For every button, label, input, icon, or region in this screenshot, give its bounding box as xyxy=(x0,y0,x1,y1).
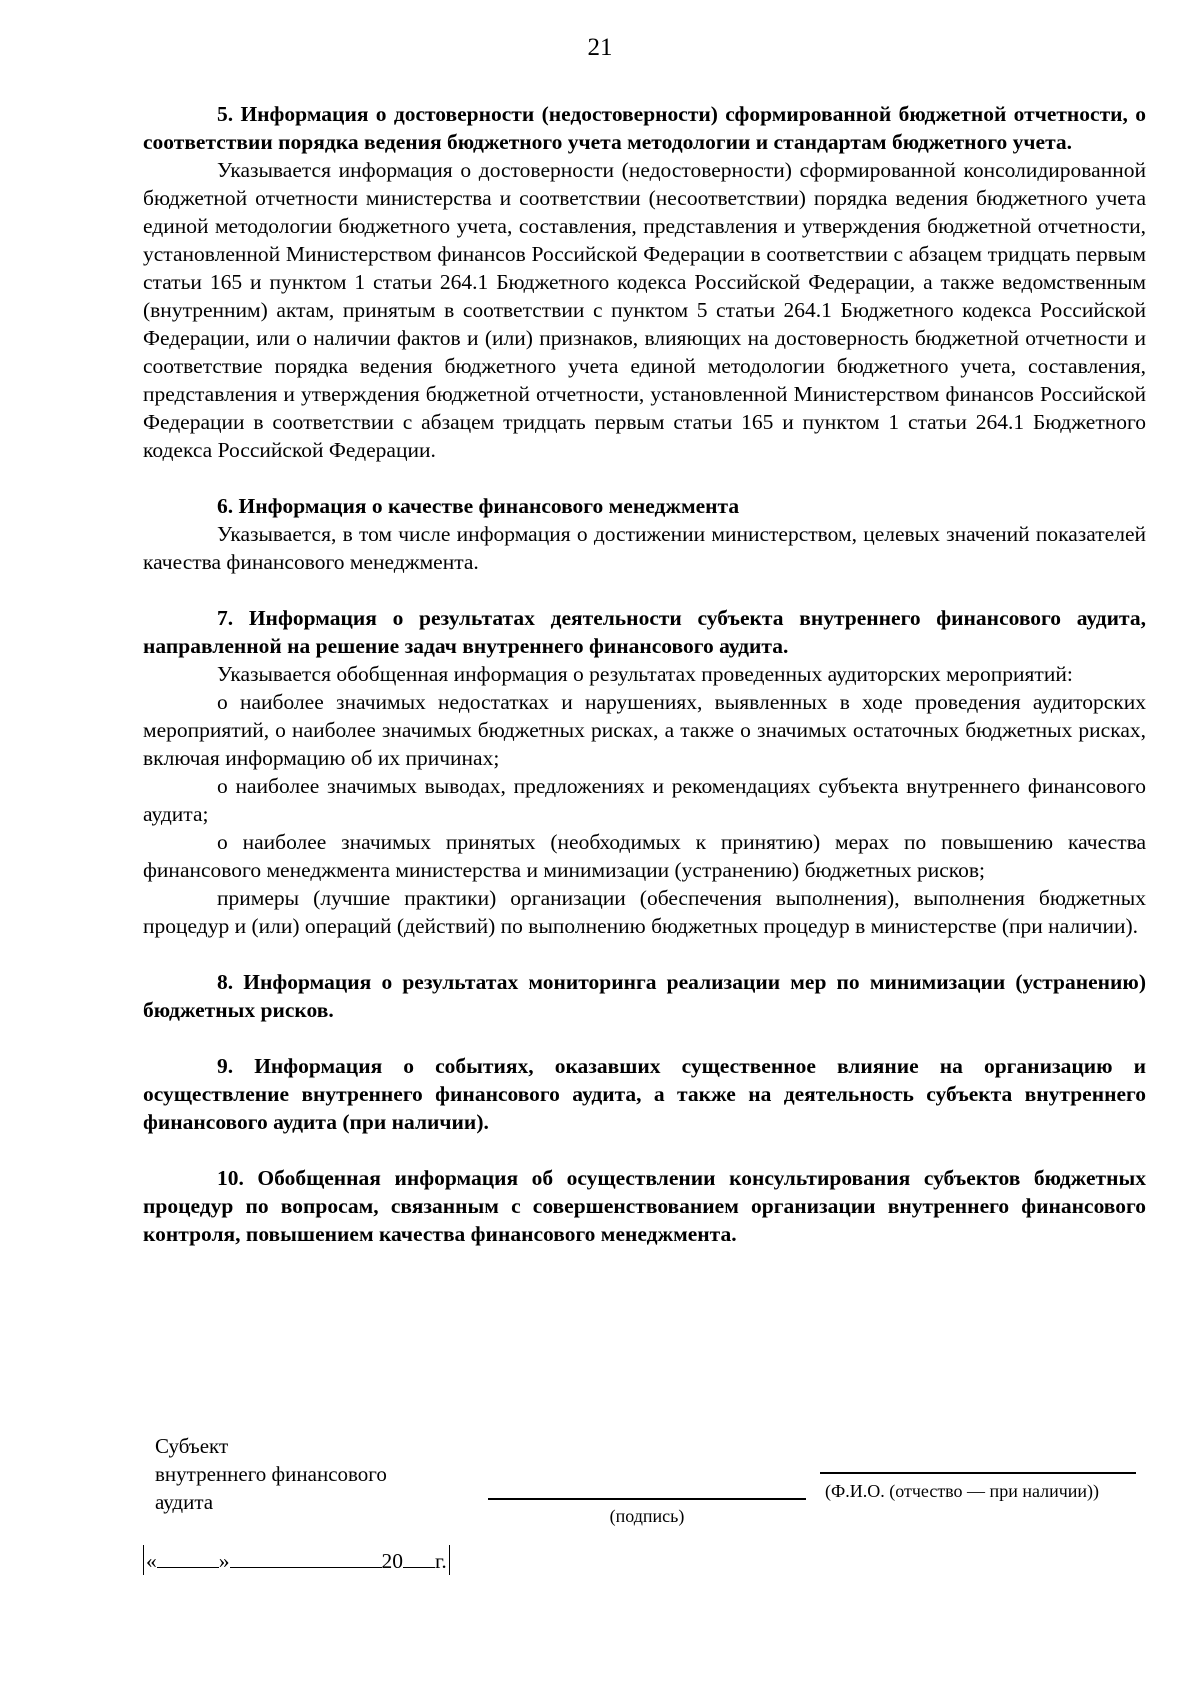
signature-label xyxy=(155,1432,455,1516)
signature-line[interactable] xyxy=(488,1498,806,1500)
section-7-paragraph-conclusions: о наиболее значимых выводах, предложениях и рекомендациях субъекта внутреннего финансового аудита; xyxy=(143,774,1146,826)
date-field xyxy=(143,1545,450,1575)
signature-label-line: внутреннего финансового xyxy=(155,1462,387,1486)
signature-label-line: аудита xyxy=(155,1490,214,1514)
section-7-paragraph-intro: Указывается обобщенная информация о результатах проведенных аудиторских мероприятий: xyxy=(217,662,1073,686)
fio-caption: (Ф.И.О. (отчество — при наличии)) xyxy=(825,1481,1100,1501)
section-7-paragraph-deficiencies: о наиболее значимых недостатках и нарушениях, выявленных в ходе проведения аудиторских мероприятий, о наиболее значимых бюджетных рисках, а также о значимых остаточных бюджетных рисках, включая информацию об их причинах; xyxy=(143,690,1146,770)
date-day-blank[interactable] xyxy=(157,1545,219,1568)
date-close-quote: » xyxy=(218,1549,230,1573)
fio-line[interactable] xyxy=(820,1472,1136,1474)
page-number: 21 xyxy=(587,34,613,61)
section-5-paragraph: Указывается информация о достоверности (недостоверности) сформированной консолидированной бюджетной отчетности министерства и соответствии (несоответствии) порядка ведения бюджетного учета единой методологии бюджетного учета, составления, представления и утверждения бюджетной отчетности, установленной Министерством финансов Российской Федерации в соответствии с абзацем тридцать первым статьи 165 и пунктом 1 статьи 264.1 Бюджетного кодекса Российской Федерации, а также ведомственным (внутренним) актам, принятым в соответствии с пунктом 5 статьи 264.1 Бюджетного кодекса Российской Федерации, или о наличии фактов и (или) признаков, влияющих на достоверность бюджетной отчетности и соответствие порядка ведения бюджетного учета единой методологии бюджетного учета, составления, представления и утверждения бюджетной отчетности, установленной Министерством финансов Российской Федерации в соответствии с абзацем тридцать первым статьи 165 и пунктом 1 статьи 264.1 Бюджетного кодекса Российской Федерации. xyxy=(143,158,1146,462)
date-open-quote: « xyxy=(146,1549,157,1573)
section-9-heading: 9. Информация о событиях, оказавших существенное влияние на организацию и осуществление внутреннего финансового аудита, а также на деятельность субъекта внутреннего финансового аудита (при наличии). xyxy=(143,1054,1146,1134)
date-month-blank[interactable] xyxy=(230,1545,382,1568)
document-body xyxy=(143,100,1146,1248)
section-7-heading: 7. Информация о результатах деятельности субъекта внутреннего финансового аудита, направленной на решение задач внутреннего финансового аудита. xyxy=(143,606,1146,658)
section-6-heading: 6. Информация о качестве финансового менеджмента xyxy=(217,494,740,518)
section-6-paragraph: Указывается, в том числе информация о достижении министерством, целевых значений показателей качества финансового менеджмента. xyxy=(143,522,1146,574)
section-7-paragraph-practices: примеры (лучшие практики) организации (обеспечения выполнения), выполнения бюджетных процедур и (или) операций (действий) по выполнению бюджетных процедур в министерстве (при наличии). xyxy=(143,886,1146,938)
date-year-prefix: 20 xyxy=(381,1549,403,1573)
section-7-paragraph-measures: о наиболее значимых принятых (необходимых к принятию) мерах по повышению качества финансового менеджмента министерства и минимизации (устранению) бюджетных рисков; xyxy=(143,830,1146,882)
section-5-heading: 5. Информация о достоверности (недостоверности) сформированной бюджетной отчетности, о соответствии порядка ведения бюджетного учета методологии и стандартам бюджетного учета. xyxy=(143,102,1146,154)
date-year-blank[interactable] xyxy=(403,1545,435,1568)
signature-label-line: Субъект xyxy=(155,1434,229,1458)
section-8-heading: 8. Информация о результатах мониторинга реализации мер по минимизации (устранению) бюджетных рисков. xyxy=(143,970,1146,1022)
date-year-suffix: г. xyxy=(435,1549,447,1573)
signature-caption: (подпись) xyxy=(609,1506,685,1526)
section-10-heading: 10. Обобщенная информация об осуществлении консультирования субъектов бюджетных процедур по вопросам, связанным с совершенствованием организации внутреннего финансового контроля, повышением качества финансового менеджмента. xyxy=(143,1166,1146,1246)
